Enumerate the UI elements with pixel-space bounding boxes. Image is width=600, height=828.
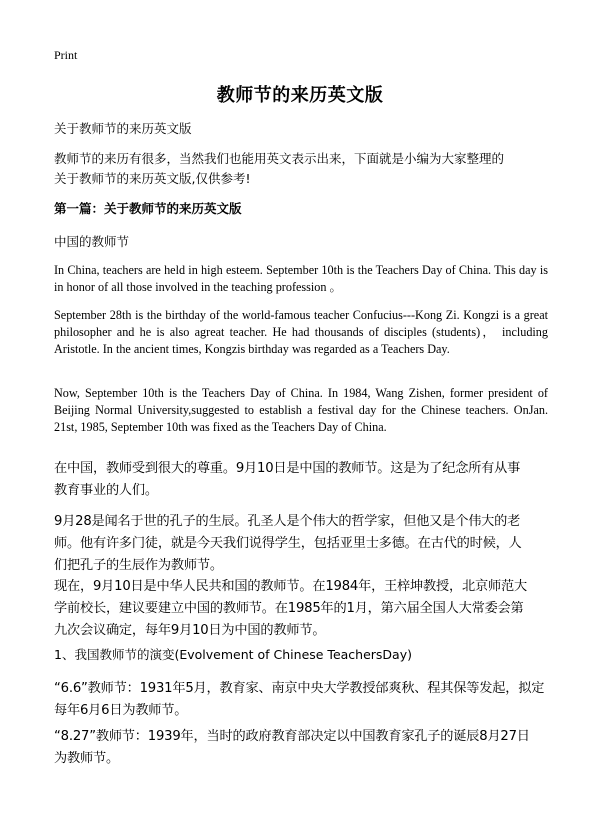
evolution-line: 每年6月6日为教师节。 (54, 703, 188, 718)
evolution-line: 为教师节。 (54, 751, 119, 766)
evolution-heading: 1、我国教师节的演变(Evolvement of Chinese TeachersDay) (54, 647, 412, 662)
article-subtitle: 关于教师节的来历英文版 (54, 121, 192, 136)
evolution-item-2 (54, 726, 548, 770)
print-link[interactable]: Print (54, 48, 78, 62)
chinese-paragraph-1 (54, 458, 548, 502)
chinese-line: 们把孔子的生辰作为教师节。 (54, 558, 223, 573)
evolution-line: “8.27”教师节：1939年，当时的政府教育部决定以中国教育家孔子的诞辰8月27日 (54, 729, 530, 744)
chinese-line: 在中国，教师受到很大的尊重。9月10日是中国的教师节。这是为了纪念所有从事 (54, 461, 521, 476)
intro-line: 教师节的来历有很多，当然我们也能用英文表示出来，下面就是小编为大家整理的 (54, 151, 505, 166)
chinese-line: 九次会议确定，每年9月10日为中国的教师节。 (54, 623, 326, 638)
chinese-paragraph-3 (54, 576, 548, 642)
english-paragraph-2: September 28th is the birthday of the world-famous teacher Confucius---Kong Zi. Kongzi is a great philosopher and he is also agreat teacher. He had thousands of disciples (students)， including Aristotle. In the ancient times, Kongzis birthday was regarded as a Teachers Day. (54, 308, 548, 356)
chinese-line: 师。他有许多门徒，就是今天我们说得学生，包括亚里士多德。在古代的时候，人 (54, 536, 522, 551)
chinese-line: 现在，9月10日是中华人民共和国的教师节。在1984年，王梓坤教授，北京师范大 (54, 579, 527, 594)
chinese-paragraph-2 (54, 511, 548, 577)
intro-line: 关于教师节的来历英文版,仅供参考! (54, 171, 251, 186)
chinese-line: 学前校长，建议要建立中国的教师节。在1985年的1月，第六届全国人大常委会第 (54, 601, 524, 616)
english-paragraph-1: In China, teachers are held in high esteem. September 10th is the Teachers Day of China. This day is in honor of all those involved in the teaching profession 。 (54, 263, 548, 294)
english-paragraph-3: Now, September 10th is the Teachers Day of China. In 1984, Wang Zishen, former president of Beijing Normal University,suggested to establish a festival day for the Chinese teachers. OnJan. 21st, 1985, September 10th was fixed as the Teachers Day of China. (54, 386, 548, 434)
intro-paragraph (54, 149, 548, 189)
evolution-line: “6.6”教师节：1931年5月，教育家、南京中央大学教授邰爽秋、程其保等发起，拟定 (54, 681, 545, 696)
chinese-line: 教育事业的人们。 (54, 483, 158, 498)
evolution-item-1 (54, 678, 548, 722)
chinese-line: 9月28是闻名于世的孔子的生辰。孔圣人是个伟大的哲学家，但他又是个伟大的老 (54, 514, 521, 529)
china-heading: 中国的教师节 (54, 234, 130, 249)
page-title: 教师节的来历英文版 (216, 85, 384, 106)
section-heading: 第一篇：关于教师节的来历英文版 (54, 201, 242, 216)
